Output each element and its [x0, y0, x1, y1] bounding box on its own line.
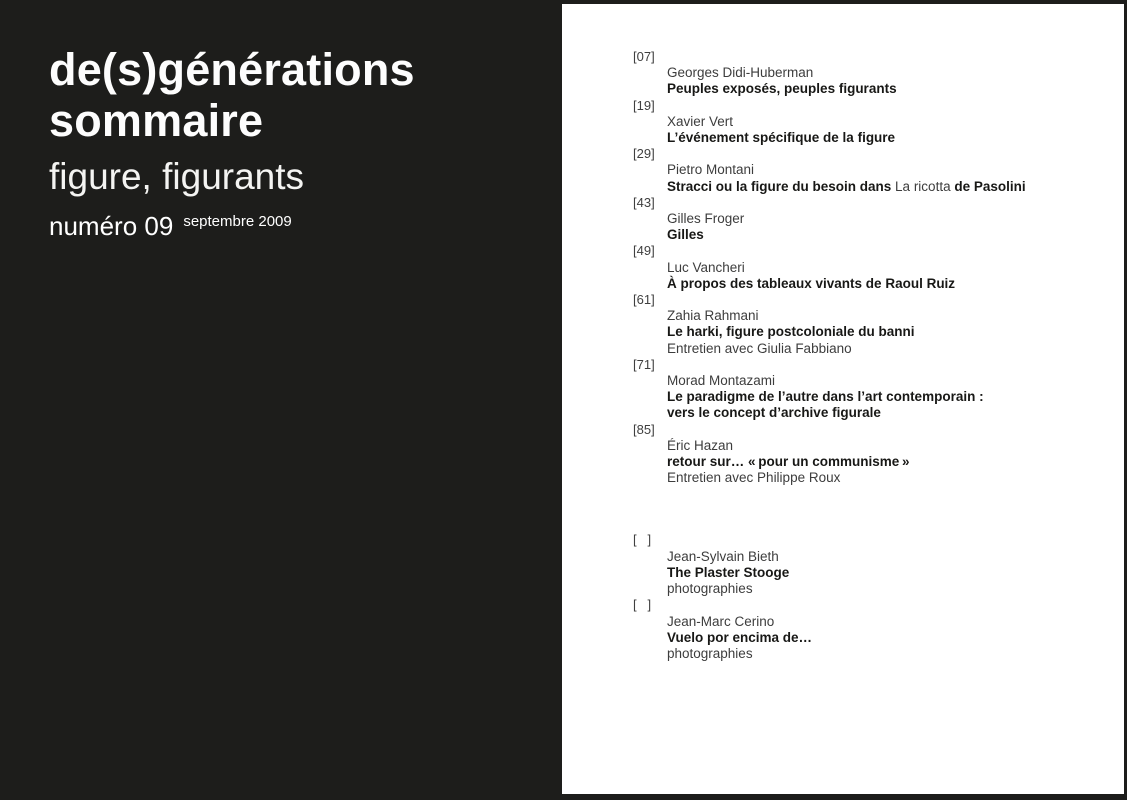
entry-subtitle: Entretien avec Philippe Roux [667, 470, 841, 486]
entry-title: Le harki, figure postcoloniale du banni [667, 324, 915, 340]
toc-entry [562, 422, 1124, 487]
entry-title: Stracci ou la figure du besoin dans La ricotta de Pasolini [667, 178, 1026, 194]
entry-title: À propos des tableaux vivants de Raoul Ruiz [667, 275, 956, 291]
entry-page-number: [71] [633, 356, 655, 372]
entry-text [562, 162, 1124, 194]
entry-text [562, 114, 1124, 146]
entry-author: Luc Vancheri [667, 259, 745, 275]
issue-date: septembre 2009 [183, 213, 292, 230]
cover-text-block [49, 44, 415, 240]
sommaire-heading: sommaire [49, 95, 264, 146]
entry-author: Morad Montazami [667, 373, 776, 389]
toc-entry [562, 195, 1124, 244]
cover-panel [0, 0, 562, 800]
entry-author: Zahia Rahmani [667, 308, 759, 324]
entry-title: L’événement spécifique de la figure [667, 130, 896, 146]
entry-text [562, 211, 1124, 243]
entry-subtitle: Entretien avec Giulia Fabbiano [667, 340, 852, 356]
entry-subtitle: photographies [667, 645, 753, 661]
issue-line [49, 212, 415, 240]
entry-title: retour sur… « pour un communisme » [667, 454, 910, 470]
toc-entry [562, 532, 1124, 597]
toc-entry [562, 357, 1124, 422]
entry-author: Jean-Marc Cerino [667, 613, 775, 629]
toc-entry [562, 98, 1124, 147]
entry-page-number: [29] [633, 146, 655, 162]
toc-entry [562, 146, 1124, 195]
toc-page [562, 4, 1124, 794]
entry-author: Gilles Froger [667, 211, 745, 227]
entry-author: Georges Didi-Huberman [667, 65, 814, 81]
entry-title: vers le concept d’archive figurale [667, 405, 881, 421]
entry-page-number: [07] [633, 49, 655, 64]
entry-author: Pietro Montani [667, 162, 755, 178]
entry-text [562, 260, 1124, 292]
entry-title: Peuples exposés, peuples figurants [667, 81, 897, 97]
entry-text [562, 308, 1124, 357]
entry-page-number: [85] [633, 421, 655, 437]
toc-list [562, 4, 1124, 662]
entry-page-number: [61] [633, 292, 655, 308]
journal-masthead [49, 44, 415, 146]
entry-title: Le paradigme de l’autre dans l’art contemporain : [667, 389, 984, 405]
entry-author: Xavier Vert [667, 113, 734, 129]
entry-text [562, 373, 1124, 422]
entry-text [562, 438, 1124, 487]
toc-entry [562, 292, 1124, 357]
entry-text [562, 549, 1124, 598]
entry-text [562, 65, 1124, 97]
issue-theme: figure, figurants [49, 156, 305, 197]
toc-entry [562, 243, 1124, 292]
entry-page-number: [49] [633, 243, 655, 259]
journal-title: de(s)générations [49, 44, 415, 95]
entry-title: Gilles [667, 227, 704, 243]
entry-title: The Plaster Stooge [667, 564, 790, 580]
entry-page-number: [43] [633, 194, 655, 210]
entry-subtitle: photographies [667, 581, 753, 597]
issue-number: numéro 09 [49, 211, 174, 241]
toc-entry [562, 597, 1124, 662]
entry-title: Vuelo por encima de… [667, 629, 813, 645]
entry-page-number: [ ] [633, 532, 652, 548]
entry-page-number: [19] [633, 97, 655, 113]
toc-entry [562, 49, 1124, 98]
entry-author: Éric Hazan [667, 437, 734, 453]
entry-page-number: [ ] [633, 597, 652, 613]
entry-author: Jean-Sylvain Bieth [667, 548, 779, 564]
entry-text [562, 614, 1124, 663]
